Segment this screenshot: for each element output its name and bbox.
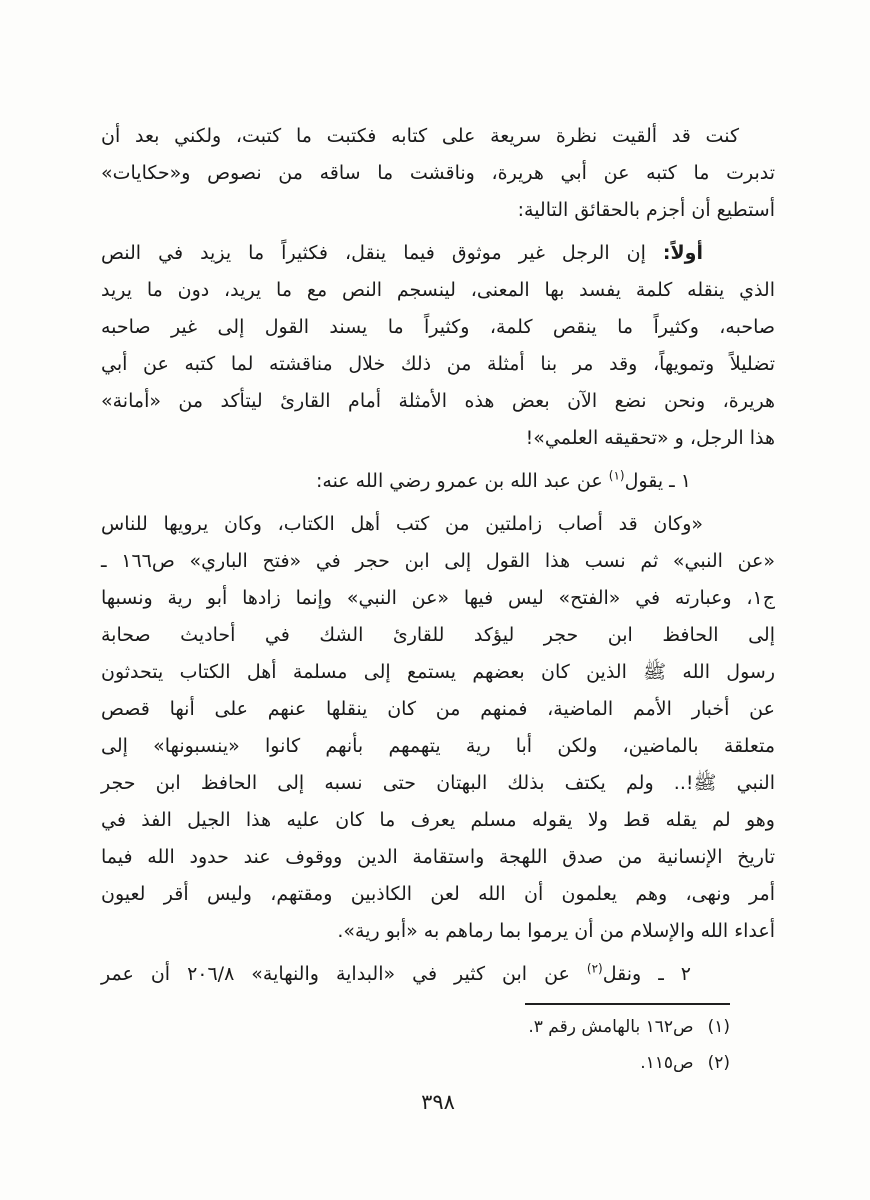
footnote-marker: (٢) — [707, 1053, 730, 1073]
item-text: عن ابن كثير في «البداية والنهاية» ٢٠٦/٨ أن عمر — [101, 963, 587, 985]
footnote-1 — [101, 1009, 730, 1045]
paragraph-lead: أولاً: — [662, 242, 703, 264]
quoted-passage — [101, 506, 775, 950]
footnote-ref-1: (١) — [608, 468, 625, 483]
item-number-text: ١ ـ يقول — [624, 470, 691, 492]
text-line: متعلقة بالماضين، ولكن أبا رية يتهمهم بأنهم كانوا «ينسبونها» إلى — [101, 735, 775, 757]
numbered-item-2 — [101, 956, 775, 993]
footnote-ref-2: (٢) — [586, 961, 603, 976]
text-block — [101, 118, 775, 1081]
text-line: كنت قد ألقيت نظرة سريعة على كتابه فكتبت ما كتبت، ولكني بعد أن — [101, 125, 739, 147]
item-text: عن عبد الله بن عمرو رضي الله عنه: — [315, 470, 609, 492]
numbered-item-1 — [101, 463, 775, 500]
text-line: أعداء الله والإسلام من أن يرموا بما رماهم به «أبو رية». — [337, 920, 775, 942]
item-number-text: ٢ ـ ونقل — [602, 963, 692, 985]
text-line: الذي ينقله كلمة يفسد بها المعنى، لينسجم النص مع ما يريد، دون ما يريد — [101, 279, 775, 301]
footnote-2 — [101, 1045, 730, 1081]
footnote-text: ص١١٥. — [640, 1053, 694, 1073]
text-line: النبي ﷺ!.. ولم يكتف بذلك البهتان حتى نسبه إلى الحافظ ابن حجر — [101, 772, 775, 794]
text-line: ج١، وعبارته في «الفتح» ليس فيها «عن النبي» وإنما زادها أبو رية ونسبها — [101, 587, 775, 609]
text-line: هذا الرجل، و «تحقيقه العلمي»! — [525, 427, 775, 449]
page-number: ٣٩٨ — [421, 1090, 455, 1114]
footnote-text: ص١٦٢ بالهامش رقم ٣. — [528, 1017, 694, 1037]
paragraph-lead-rest: إن الرجل غير موثوق فيما ينقل، فكثيراً ما يزيد في النص — [101, 242, 663, 264]
text-line — [101, 956, 775, 993]
text-line: إلى الحافظ ابن حجر ليؤكد للقارئ الشك في أحاديث صحابة — [101, 624, 775, 646]
text-line — [101, 463, 775, 500]
paragraph-first-point — [101, 235, 775, 457]
footnote-separator — [525, 1003, 730, 1005]
text-line — [101, 235, 775, 272]
footnote-area — [101, 1003, 775, 1081]
text-line: «وكان قد أصاب زاملتين من كتب أهل الكتاب، وكان يرويها للناس — [101, 513, 703, 535]
text-line: أمر ونهى، وهم يعلمون أن الله لعن الكاذبين ومقتهم، وليس أقر لعيون — [101, 883, 775, 905]
text-line: وهو لم يقله قط ولا يقوله مسلم يعرف ما كان عليه هذا الجيل الفذ في — [101, 809, 775, 831]
text-line: تاريخ الإنسانية من صدق اللهجة واستقامة الدين ووقوف عند حدود الله فيما — [101, 846, 775, 868]
paragraph-intro — [101, 118, 775, 229]
text-line: تضليلاً وتمويهاً، وقد مر بنا أمثلة من ذلك خلال مناقشته لما كتبه عن أبي — [101, 353, 775, 375]
text-line: صاحبه، وكثيراً ما ينقص كلمة، وكثيراً ما يسند القول إلى غير صاحبه — [101, 316, 775, 338]
text-line: هريرة، ونحن نضع الآن بعض هذه الأمثلة أمام القارئ ليتأكد من «أمانة» — [101, 390, 775, 412]
text-line: تدبرت ما كتبه عن أبي هريرة، وناقشت ما ساقه من نصوص و«حكايات» — [101, 162, 775, 184]
text-line: «عن النبي» ثم نسب هذا القول إلى ابن حجر في «فتح الباري» ص١٦٦ ـ — [101, 550, 776, 572]
text-line: أستطيع أن أجزم بالحقائق التالية: — [517, 199, 775, 221]
text-line: رسول الله ﷺ الذين كان بعضهم يستمع إلى مسلمة أهل الكتاب يتحدثون — [101, 661, 775, 683]
text-line: عن أخبار الأمم الماضية، فمنهم من كان ينقلها عنهم على أنها قصص — [101, 698, 775, 720]
footnote-marker: (١) — [707, 1017, 730, 1037]
